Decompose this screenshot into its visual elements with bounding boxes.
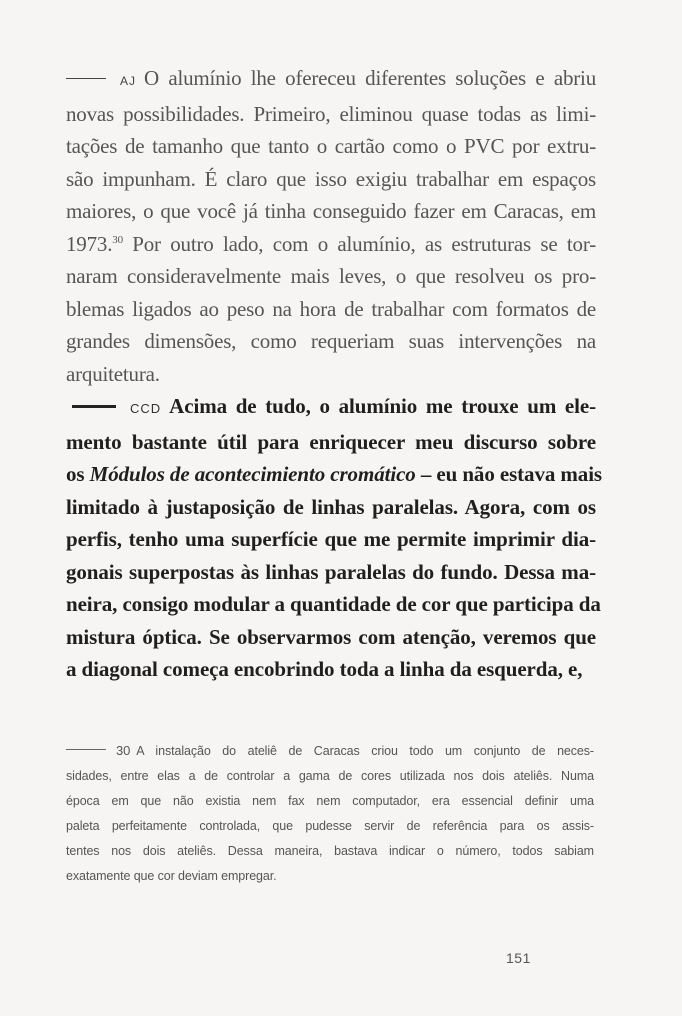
footnote-line: época em que não existia nem fax nem computador, era essencial definir uma [66,794,594,808]
footnote-line: sidades, entre elas a de controlar a gama de cores utilizada nos dois ateliês. Numa [66,769,594,783]
text-line: limitado à justaposição de linhas paralelas. Agora, com os [66,494,596,519]
paragraph-aj [66,62,596,390]
text-line [66,228,596,261]
footnote-number: 30 [116,743,131,758]
speaker-label: CCD [130,401,162,416]
dialogue-dash [72,405,116,408]
footnote-line: paleta perfeitamente controlada, que pudesse servir de referência para os assis- [66,819,594,833]
footnote-dash [66,749,106,750]
page-number: 151 [506,950,531,966]
text-line [66,458,603,491]
footnote-line [66,738,594,764]
line-text: os [66,462,90,486]
text-line: novas possibilidades. Primeiro, eliminou quase todas as limi- [66,101,596,126]
text-line: arquitetura. [66,361,160,386]
text-line: naram consideravelmente mais leves, o que resolveu os pro- [66,264,596,288]
line-text: Acima de tudo, o alumínio me trouxe um ele- [169,394,596,418]
footnote-text: A instalação do ateliê de Caracas criou todo um conjunto de neces- [136,744,594,758]
footnote-line: tentes nos dois ateliês. Dessa maneira, bastava indicar o número, todos sabiam [66,844,594,858]
text-line [66,62,596,98]
italic-title: Módulos de acontecimiento cromático [89,462,416,486]
text-line: tações de tamanho que tanto o cartão como o PVC por extru- [66,134,596,158]
speaker-label: AJ [120,74,137,88]
text-line: a diagonal começa encobrindo toda a linha da esquerda, e, [66,657,583,681]
text-line: mistura óptica. Se observarmos com atenção, veremos que [66,624,596,649]
text-line: gonais superpostas às linhas paralelas do fundo. Dessa ma- [66,559,596,584]
footnote-reference[interactable]: 30 [112,233,123,246]
text-line [66,390,596,426]
footnote [66,738,594,889]
line-text: Por outro lado, com o alumínio, as estruturas se tor- [122,231,596,256]
text-line: blemas ligados ao peso na hora de trabalhar com formatos de [66,296,596,321]
text-line: mento bastante útil para enriquecer meu discurso sobre [66,429,596,454]
text-line: neira, consigo modular a quantidade de cor que participa da [66,592,601,616]
footnote-line: exatamente que cor deviam empregar. [66,869,277,883]
text-line: perfis, tenho uma superfície que me permite imprimir dia- [66,527,596,551]
text-line: maiores, o que você já tinha conseguido fazer em Caracas, em [66,199,596,223]
line-text: – eu não estava mais [415,462,603,486]
paragraph-ccd [66,390,603,686]
text-line: grandes dimensões, como requeriam suas intervenções na [66,329,596,353]
dialogue-dash [66,78,106,79]
text-line: são impunham. É claro que isso exigiu trabalhar em espaços [66,166,596,191]
line-text: 1973. [66,231,113,256]
line-text: O alumínio lhe ofereceu diferentes soluções e abriu [144,66,596,90]
